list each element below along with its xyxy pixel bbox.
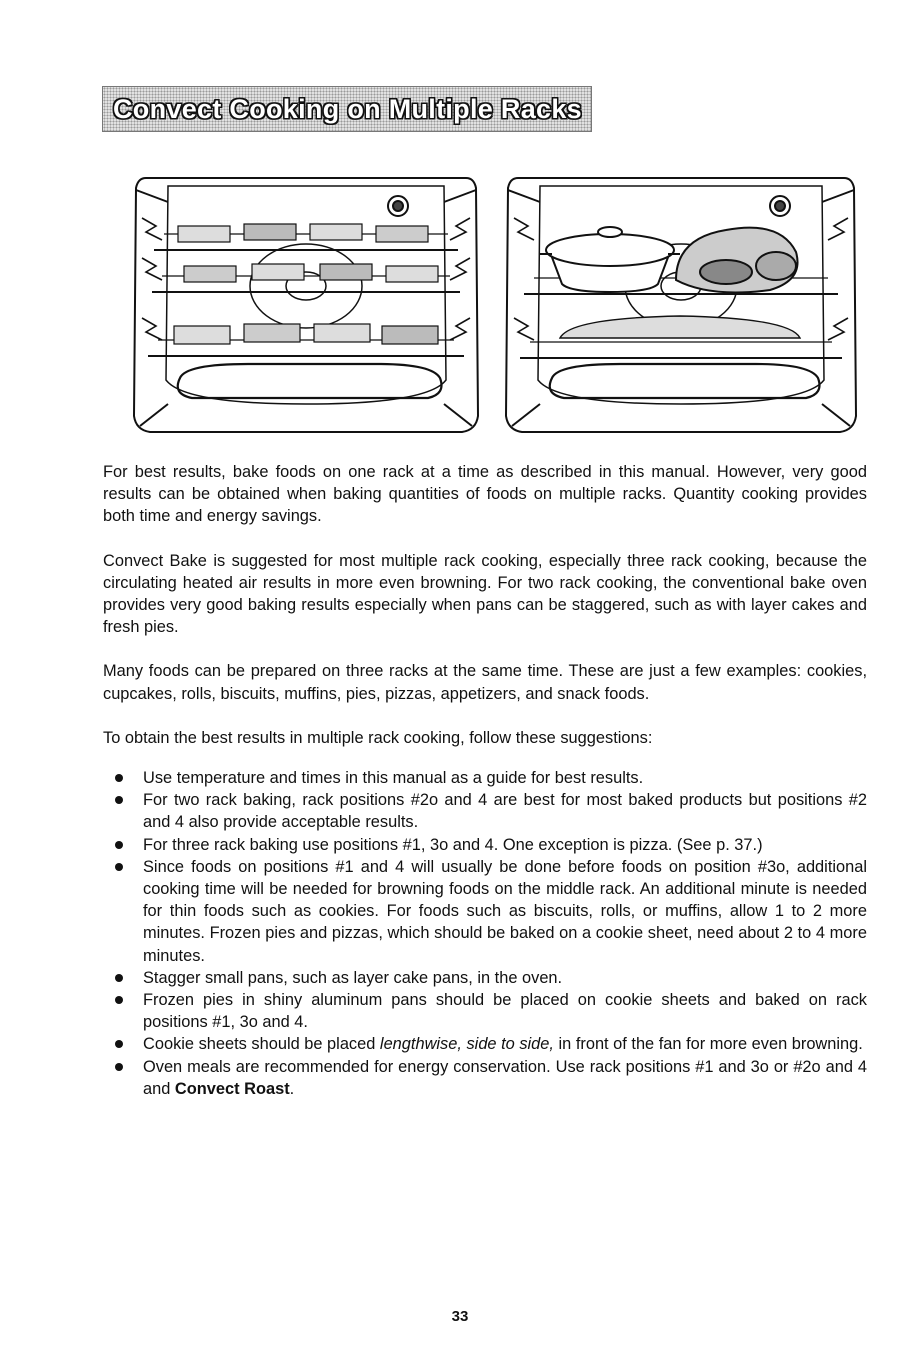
oven-cavity-outline <box>506 178 856 432</box>
list-item: Cookie sheets should be placed lengthwise, side to side, in front of the fan for more even browning. <box>103 1033 867 1055</box>
roast-and-potatoes-icon <box>676 228 798 293</box>
suggestions-list <box>103 767 867 1100</box>
bullet-icon <box>115 774 123 782</box>
page-number: 33 <box>451 1308 469 1325</box>
page-title: Convect Cooking on Multiple Racks <box>113 93 582 124</box>
list-item: Since foods on positions #1 and 4 will usually be done before foods on position #3o, additional cooking time will be needed for browning foods on the middle rack. An additional minute is needed for thin foods such as cookies. For foods such as biscuits, rolls, or muffins, allow 1 to 2 more minutes. Frozen pies and pizzas, which should be baked on a cookie sheet, need about 2 to 4 more minutes. <box>103 856 867 967</box>
oven-light-icon <box>770 196 790 216</box>
suggestions-intro: To obtain the best results in multiple rack cooking, follow these suggestions: <box>103 728 653 747</box>
bullet-icon <box>115 863 123 871</box>
three-rack-examples-paragraph: Many foods can be prepared on three racks at the same time. These are just a few examples: cookies, cupcakes, rolls, biscuits, muffins, pies, pizzas, appetizers, and snack foods. <box>103 662 867 703</box>
bullet-icon <box>115 996 123 1004</box>
bottom-rack-with-cookies <box>148 324 464 356</box>
list-item: Oven meals are recommended for energy conservation. Use rack positions #1 and 3o or #2o and 4 and Convect Roast. <box>103 1056 867 1100</box>
bullet-icon <box>115 1063 123 1071</box>
bullet-icon <box>115 841 123 849</box>
list-item: Use temperature and times in this manual as a guide for best results. <box>103 767 867 789</box>
list-item: Stagger small pans, such as layer cake pans, in the oven. <box>103 967 867 989</box>
main-content <box>103 461 867 1100</box>
list-item: For three rack baking use positions #1, 3o and 4. One exception is pizza. (See p. 37.) <box>103 834 867 856</box>
bullet-icon <box>115 1040 123 1048</box>
bullet-icon <box>115 974 123 982</box>
bake-element <box>550 364 820 398</box>
list-item: Frozen pies in shiny aluminum pans should be placed on cookie sheets and baked on rack positions #1, 3o and 4. <box>103 989 867 1033</box>
oven-light-icon <box>388 196 408 216</box>
top-rack-with-cookies <box>154 224 458 250</box>
casserole-dish-icon <box>540 227 680 292</box>
convect-roast-label: Convect Roast <box>174 1079 290 1098</box>
oven-meal-illustration <box>500 168 862 440</box>
list-item: For two rack baking, rack positions #2o and 4 are best for most baked products but positions #2 and 4 also provide acceptable results. <box>103 789 867 833</box>
three-rack-cookies-illustration <box>128 168 484 440</box>
oven-fan <box>250 244 362 328</box>
bake-element <box>178 364 442 398</box>
bullet-icon <box>115 796 123 804</box>
lower-rack-with-pie <box>520 316 842 358</box>
oven-cavity-outline <box>134 178 478 432</box>
convect-bake-paragraph: Convect Bake is suggested for most multiple rack cooking, especially three rack cooking, because the circulating heated air results in more even browning. For two rack cooking, the conventional bake oven provides very good baking results especially when pans can be staggered, such as with layer cakes and fresh pies. <box>103 551 867 637</box>
emphasis-text: lengthwise, side to side, <box>379 1035 554 1054</box>
intro-paragraph: For best results, bake foods on one rack at a time as described in this manual. However, very good results can be obtained when baking quantities of foods on multiple racks. Quantity cooking provides both time and energy savings. <box>103 463 867 526</box>
section-title-banner <box>102 86 592 132</box>
middle-rack-with-cookies <box>152 264 460 292</box>
